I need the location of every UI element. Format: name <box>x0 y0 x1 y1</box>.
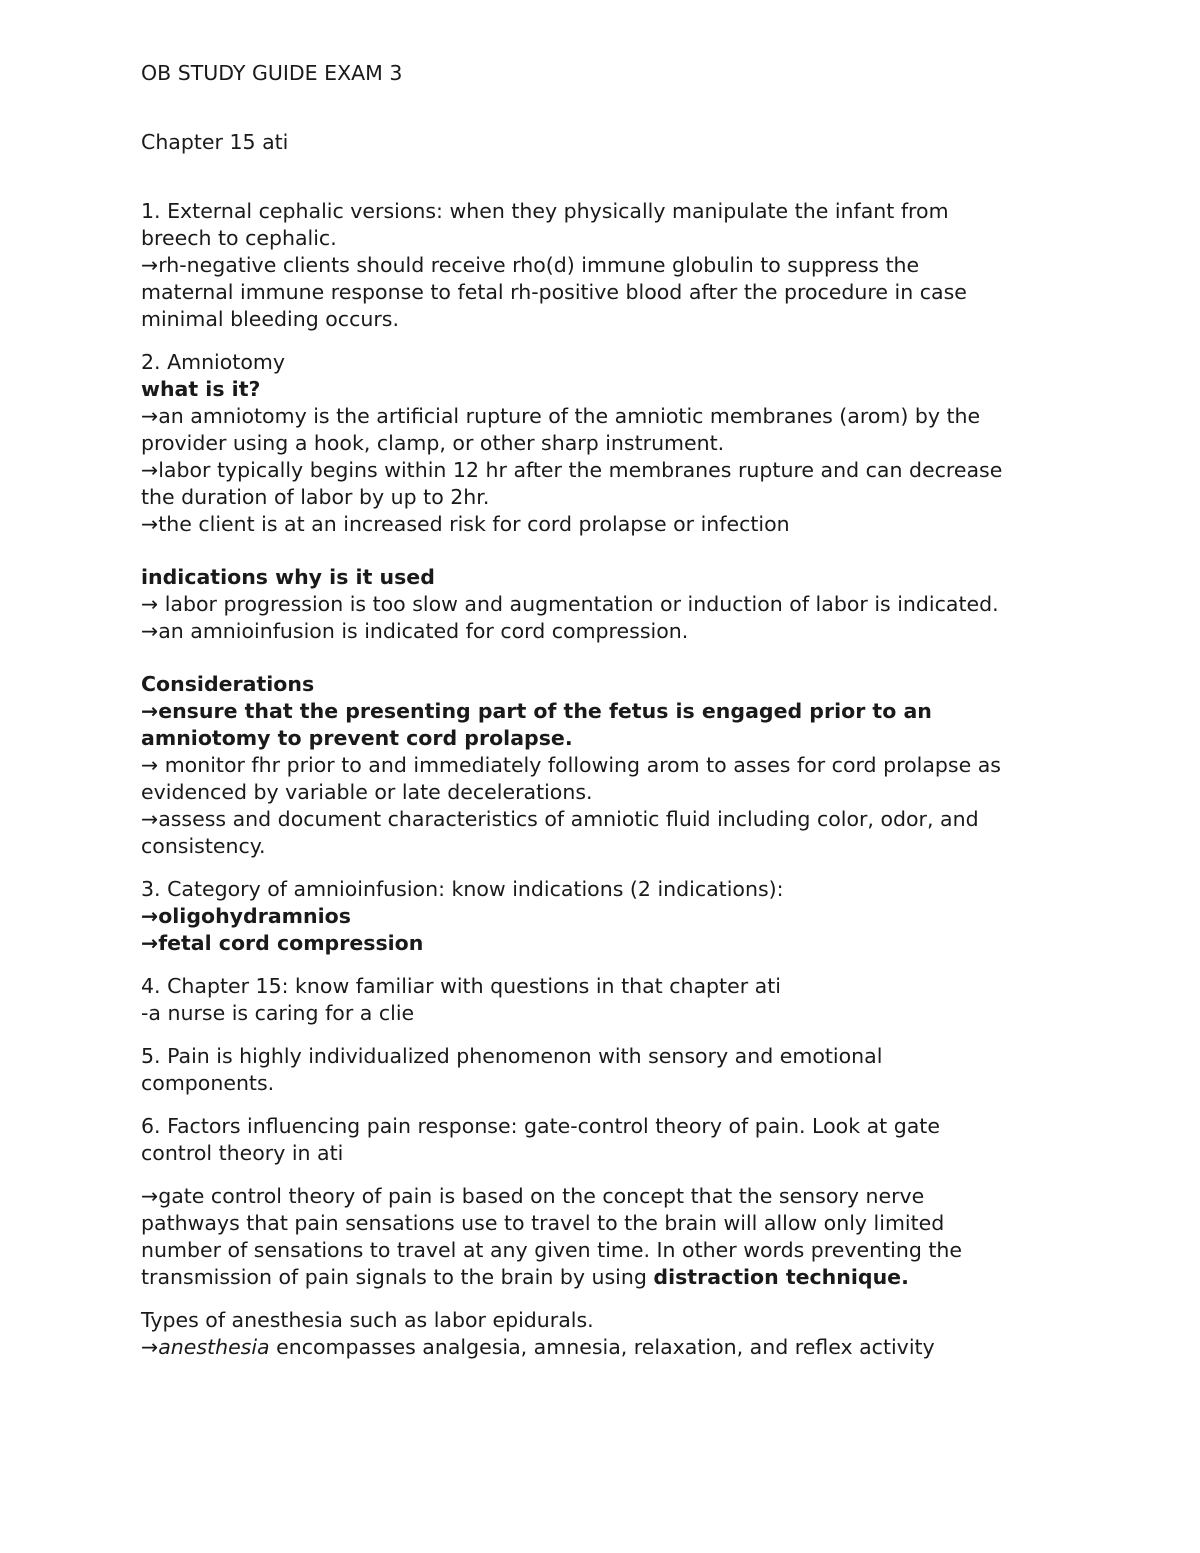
considerations-heading: Considerations <box>141 672 315 696</box>
arrow-icon: → <box>141 512 159 536</box>
item-1-bullet-text: rh-negative clients should receive rho(d) immune globulin to suppress the <box>158 253 920 277</box>
anesthesia-bullet <box>141 1334 1071 1361</box>
distraction-technique-term: distraction technique. <box>653 1265 909 1289</box>
item-2-section <box>141 349 1071 860</box>
arrow-icon: → <box>141 904 159 928</box>
what-bullet <box>141 403 1071 430</box>
item-5-text: 5. Pain is highly individualized phenomenon with sensory and emotional <box>141 1044 883 1068</box>
anesthesia-term: anesthesia <box>158 1335 270 1359</box>
arrow-icon: → <box>141 253 159 277</box>
document-page <box>141 60 1071 1361</box>
item-4-section <box>141 973 1071 1027</box>
item-3-bullet <box>141 930 1071 957</box>
arrow-icon: → <box>141 404 159 428</box>
item-5-text-cont: components. <box>141 1071 275 1095</box>
item-1-section <box>141 198 1071 333</box>
consideration-bullet <box>141 806 1071 833</box>
what-bullet-cont: provider using a hook, clamp, or other sharp instrument. <box>141 431 725 455</box>
what-bullet <box>141 511 1071 538</box>
what-bullet-text: the client is at an increased risk for cord prolapse or infection <box>158 512 790 536</box>
gate-control-bullet <box>141 1183 1071 1210</box>
indication-bullet-text: labor progression is too slow and augmentation or induction of labor is indicated. <box>158 592 999 616</box>
consideration-bullet-cont: amniotomy to prevent cord prolapse. <box>141 726 573 750</box>
item-1-text: 1. External cephalic versions: when they physically manipulate the infant from <box>141 199 949 223</box>
anesthesia-heading: Types of anesthesia such as labor epidurals. <box>141 1308 594 1332</box>
arrow-icon: → <box>141 699 159 723</box>
consideration-bullet <box>141 698 1071 725</box>
item-1-bullet-cont: maternal immune response to fetal rh-positive blood after the procedure in case <box>141 280 967 304</box>
what-bullet-cont: the duration of labor by up to 2hr. <box>141 485 490 509</box>
arrow-icon: → <box>141 807 159 831</box>
consideration-bullet-cont: evidenced by variable or late decelerations. <box>141 780 593 804</box>
item-1-bullet <box>141 252 1071 279</box>
chapter-heading: Chapter 15 ati <box>141 130 289 154</box>
what-bullet <box>141 457 1071 484</box>
item-2-heading: 2. Amniotomy <box>141 350 285 374</box>
arrow-icon: → <box>141 619 159 643</box>
consideration-bullet-text: assess and document characteristics of amniotic fluid including color, odor, and <box>158 807 979 831</box>
item-6-section <box>141 1113 1071 1291</box>
anesthesia-section <box>141 1307 1071 1361</box>
consideration-bullet-text: monitor fhr prior to and immediately following arom to asses for cord prolapse as <box>158 753 1001 777</box>
indication-bullet <box>141 591 1071 618</box>
item-6-text-cont: control theory in ati <box>141 1141 344 1165</box>
what-bullet-text: an amniotomy is the artificial rupture of the amniotic membranes (arom) by the <box>158 404 981 428</box>
gate-control-bullet-text: gate control theory of pain is based on the concept that the sensory nerve <box>158 1184 925 1208</box>
consideration-bullet-cont: consistency. <box>141 834 266 858</box>
what-bullet-text: labor typically begins within 12 hr after the membranes rupture and can decrease <box>158 458 1003 482</box>
item-4-text-cont: -a nurse is caring for a clie <box>141 1001 415 1025</box>
item-3-bullet-text: oligohydramnios <box>158 904 351 928</box>
item-1-text-cont: breech to cephalic. <box>141 226 337 250</box>
item-3-section <box>141 876 1071 957</box>
item-4-text: 4. Chapter 15: know familiar with questions in that chapter ati <box>141 974 781 998</box>
indication-bullet <box>141 618 1071 645</box>
arrow-icon: → <box>141 458 159 482</box>
item-5-section <box>141 1043 1071 1097</box>
item-6-text: 6. Factors influencing pain response: gate-control theory of pain. Look at gate <box>141 1114 940 1138</box>
item-3-heading: 3. Category of amnioinfusion: know indications (2 indications): <box>141 877 784 901</box>
arrow-icon: → <box>141 1184 159 1208</box>
arrow-icon: → <box>141 753 159 777</box>
arrow-icon: → <box>141 592 159 616</box>
consideration-bullet-text: ensure that the presenting part of the fetus is engaged prior to an <box>158 699 932 723</box>
gate-control-bullet-cont: pathways that pain sensations use to travel to the brain will allow only limited <box>141 1211 945 1235</box>
indications-heading: indications why is it used <box>141 565 435 589</box>
anesthesia-bullet-text: encompasses analgesia, amnesia, relaxation, and reflex activity <box>269 1335 935 1359</box>
indication-bullet-text: an amnioinfusion is indicated for cord compression. <box>158 619 689 643</box>
arrow-icon: → <box>141 931 159 955</box>
gate-control-text: transmission of pain signals to the brain by using <box>141 1265 654 1289</box>
gate-control-bullet-cont <box>141 1264 1071 1291</box>
item-3-bullet <box>141 903 1071 930</box>
item-1-bullet-cont: minimal bleeding occurs. <box>141 307 399 331</box>
arrow-icon: → <box>141 1335 159 1359</box>
document-title: OB STUDY GUIDE EXAM 3 <box>141 61 403 85</box>
item-3-bullet-text: fetal cord compression <box>158 931 424 955</box>
gate-control-bullet-cont: number of sensations to travel at any given time. In other words preventing the <box>141 1238 963 1262</box>
consideration-bullet <box>141 752 1071 779</box>
what-is-it-heading: what is it? <box>141 377 261 401</box>
